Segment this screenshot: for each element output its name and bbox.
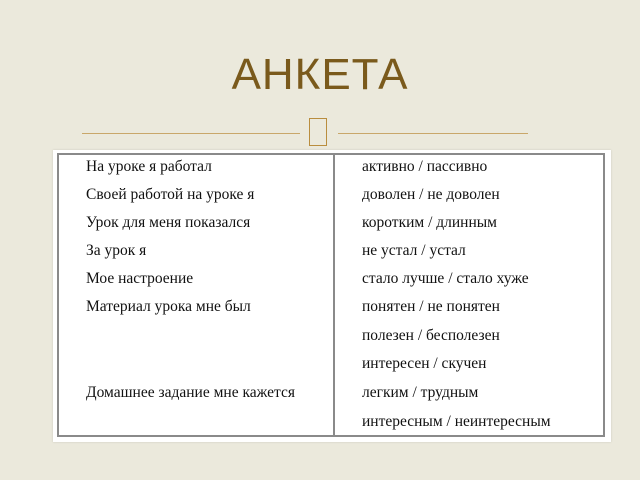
page-title: АНКЕТА bbox=[231, 50, 409, 99]
title-rule-left bbox=[82, 133, 300, 134]
question-cell: Своей работой на уроке я bbox=[86, 186, 255, 203]
answer-cell: полезен / бесполезен bbox=[362, 327, 500, 344]
survey-card bbox=[53, 150, 611, 442]
column-divider bbox=[333, 155, 335, 435]
answer-cell: стало лучше / стало хуже bbox=[362, 270, 529, 287]
question-cell: Материал урока мне был bbox=[86, 298, 251, 315]
question-cell: Мое настроение bbox=[86, 270, 194, 287]
answer-cell: активно / пассивно bbox=[362, 158, 488, 175]
question-cell: На уроке я работал bbox=[86, 158, 212, 175]
answer-cell: не устал / устал bbox=[362, 242, 466, 259]
question-cell: За урок я bbox=[86, 242, 147, 259]
answer-cell: интересен / скучен bbox=[362, 355, 487, 372]
question-cell: Домашнее задание мне кажется bbox=[86, 384, 295, 401]
question-cell: Урок для меня показался bbox=[86, 214, 251, 231]
survey-table bbox=[57, 153, 605, 437]
title-rule-right bbox=[338, 133, 528, 134]
ornament-icon bbox=[309, 118, 327, 146]
answer-cell: интересным / неинтересным bbox=[362, 413, 551, 430]
answer-cell: доволен / не доволен bbox=[362, 186, 500, 203]
answer-cell: понятен / не понятен bbox=[362, 298, 500, 315]
answer-cell: коротким / длинным bbox=[362, 214, 497, 231]
answer-cell: легким / трудным bbox=[362, 384, 479, 401]
